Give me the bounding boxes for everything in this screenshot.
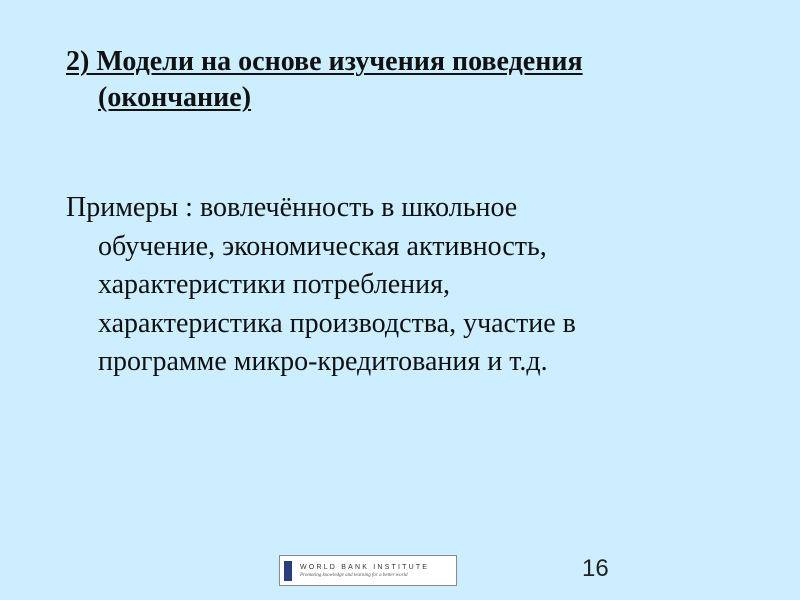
page-number: 16	[582, 555, 609, 582]
body-line-3: характеристики потребления,	[98, 269, 451, 300]
slide-title-line-2: (окончание)	[98, 82, 252, 113]
slide-title-line-1: 2) Модели на основе изучения поведения	[66, 46, 583, 77]
logo-tagline: Promoting knowledge and learning for a better world	[300, 572, 408, 578]
body-line-4: характеристика производства, участие в	[98, 307, 576, 339]
body-line-2: обучение, экономическая активность,	[98, 230, 547, 262]
body-line-1: Примеры : вовлечённость в школьное	[66, 192, 518, 223]
logo-title: WORLD BANK INSTITUTE	[300, 563, 430, 571]
world-bank-institute-logo	[279, 555, 457, 586]
slide-title	[66, 44, 746, 116]
body-line-5: программе микро-кредитования и т.д.	[98, 346, 548, 377]
slide-body	[66, 189, 766, 382]
logo-text	[300, 563, 429, 579]
logo-emblem-icon	[284, 561, 292, 581]
